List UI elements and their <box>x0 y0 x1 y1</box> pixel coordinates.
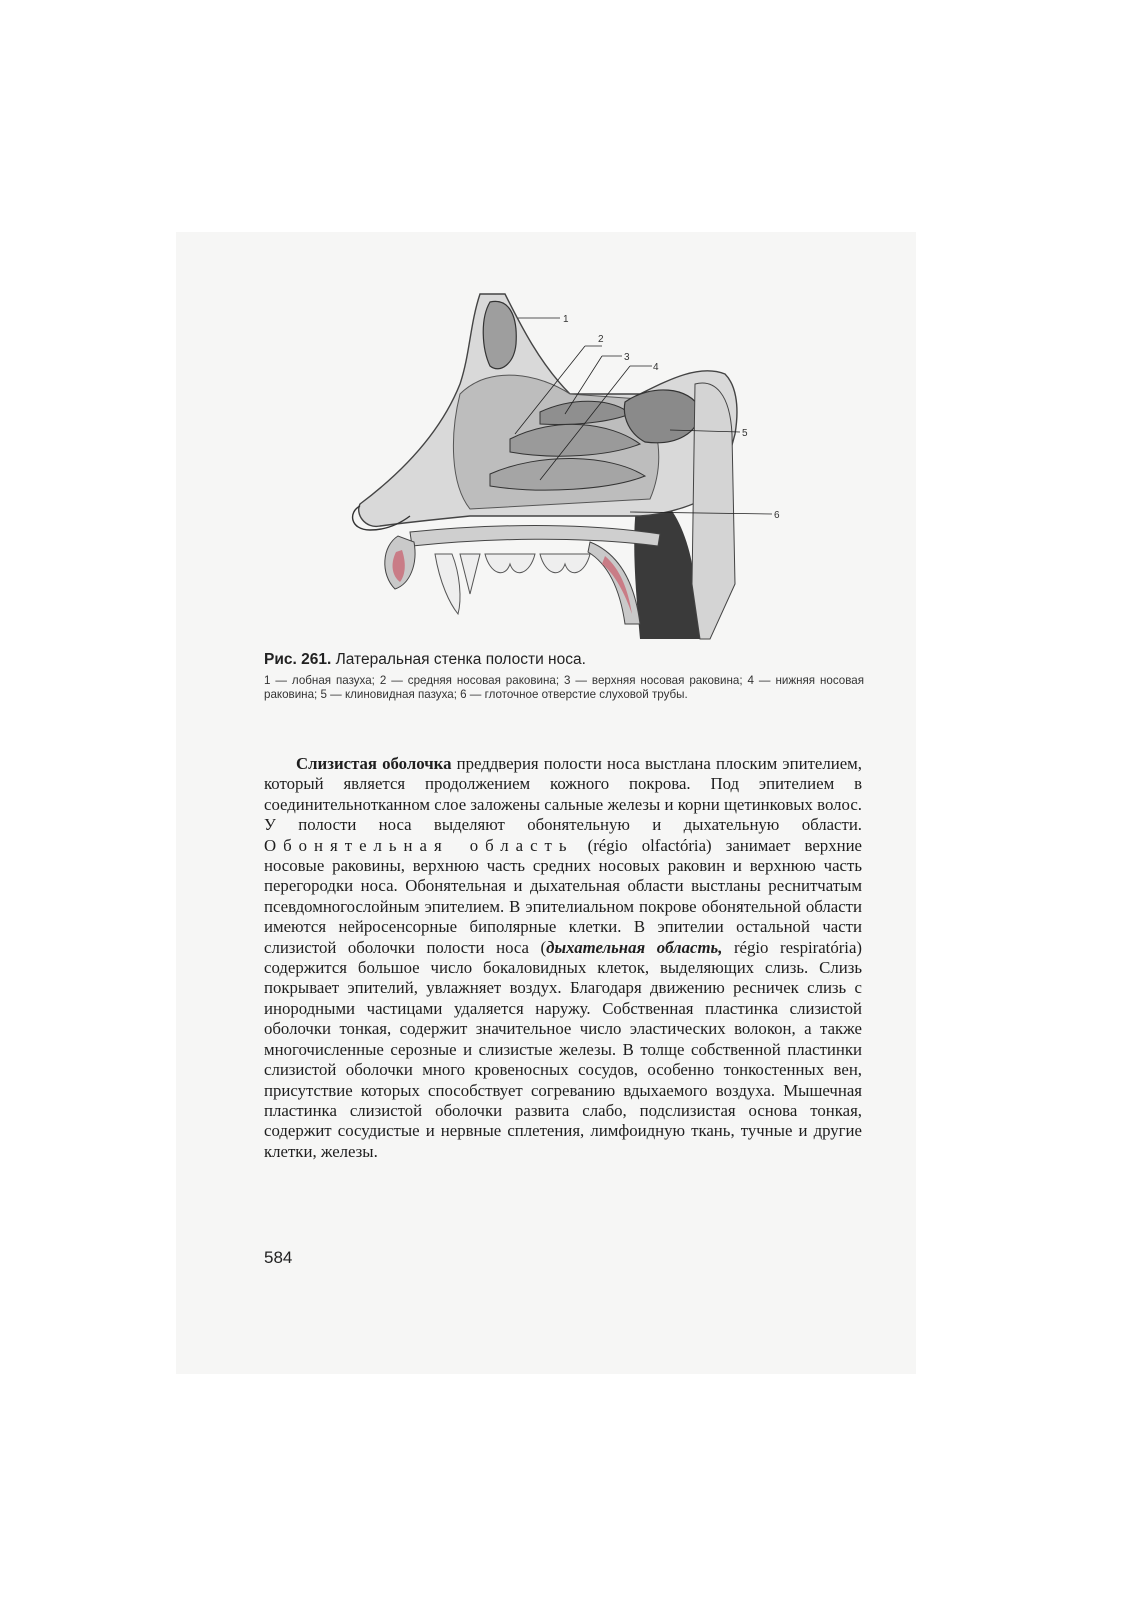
page-number: 584 <box>264 1248 293 1267</box>
text-part-2: (régio olfactória) занимает верхние носовые раковины, верхнюю часть средних носовых раковин и верхнюю часть перегородки носа. Обонятельная и дыхательная области выстланы реснитчатым псевдомногослойным эпителием. В эпителиальном покрове обонятельной области имеются нейросенсорные биполярные клетки. В эпителии остальной части слизистой оболочки полости носа ( <box>264 835 862 957</box>
term-mucosa: Слизистая оболочка <box>296 754 452 773</box>
figure-label-1: 1 <box>563 314 569 325</box>
term-respiratory-region: дыхательная область, <box>546 937 723 957</box>
anatomy-drawing <box>340 284 800 644</box>
term-olfactory-region: Обонятельная область <box>264 835 574 855</box>
caption-title <box>264 650 864 670</box>
caption-title-text: Латеральная стенка полости носа. <box>331 651 586 668</box>
figure-label-5: 5 <box>742 428 748 439</box>
text-part-1: преддверия полости носа выстлана плоским эпителием, который является продолжением кожного покрова. Под эпителием в соединительнотканном слое заложены сальные железы и корни щетинковых волос. У полости носа выделяют обонятельную и дыхательную области. <box>264 754 862 835</box>
caption-legend: 1 — лобная пазуха; 2 — средняя носовая раковина; 3 — верхняя носовая раковина; 4 — нижняя носовая раковина; 5 — клиновидная пазуха; 6 — глоточное отверстие слуховой трубы. <box>264 674 864 701</box>
figure-label-4: 4 <box>653 362 659 373</box>
figure-label-3: 3 <box>624 352 630 363</box>
figure-label-6: 6 <box>774 510 780 521</box>
text-part-3: régio respiratória) содержится большое число бокаловидных клеток, выделяющих слизь. Слизь покрывает эпителий, увлажняет воздух. Благодаря движению ресничек слизь с инородными частицами удаляется наружу. Собственная пластинка слизистой оболочки тонкая, содержит значительное число эластических волокон, а также многочисленные серозные и слизистые железы. В толще собственной пластинки слизистой оболочки много кровеносных сосудов, особенно тонкостенных вен, присутствие которых способствует согреванию вдыхаемого воздуха. Мышечная пластинка слизистой оболочки развита слабо, подслизистая основа тонкая, содержит сосудистые и нервные сплетения, лимфоидную ткань, тучные и другие клетки, железы. <box>264 937 862 1161</box>
nasal-cavity-illustration <box>340 284 800 644</box>
caption-figure-number: Рис. 261. <box>264 651 332 668</box>
body-paragraph <box>264 754 862 1162</box>
figure-label-2: 2 <box>598 334 604 345</box>
figure-caption <box>264 650 864 702</box>
